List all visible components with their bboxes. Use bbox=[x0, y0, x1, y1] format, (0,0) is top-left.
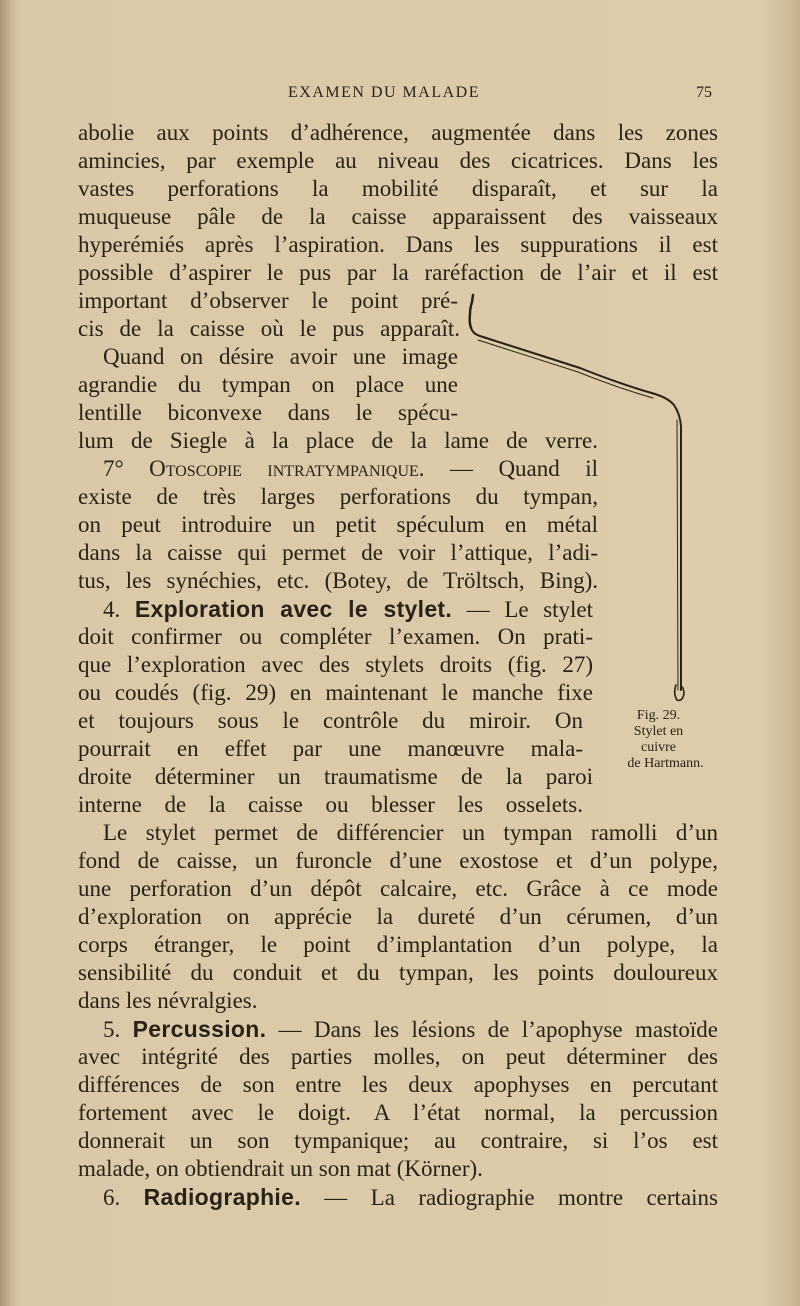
text-line: fond de caisse, un furoncle d’une exostose et d’un polype, bbox=[78, 848, 718, 873]
text-line: dans les névralgies. bbox=[78, 988, 258, 1013]
text-line: une perforation d’un dépôt calcaire, etc. Grâce à ce mode bbox=[78, 876, 718, 901]
text-line: pourrait en effet par une manœuvre mala- bbox=[78, 736, 583, 761]
section-number: 4. bbox=[103, 597, 121, 622]
figure-number: Fig. 29. bbox=[636, 708, 681, 723]
text-line: d’exploration on apprécie la dureté d’un cérumen, d’un bbox=[78, 904, 718, 929]
text-line: droite déterminer un traumatisme de la paroi bbox=[78, 764, 593, 789]
figure-credit: de Hartmann. bbox=[627, 756, 704, 771]
figure-caption-text: cuivre bbox=[641, 740, 676, 755]
text-run: — Quand il bbox=[450, 456, 598, 481]
text-line: possible d’aspirer le pus par la raréfaction de l’air et il est bbox=[78, 260, 718, 285]
figure-caption-text: Stylet en bbox=[633, 724, 684, 739]
text-line: interne de la caisse ou blesser les osselets. bbox=[78, 792, 583, 817]
page-number: 75 bbox=[696, 84, 712, 101]
section-title: Percussion. bbox=[132, 1016, 267, 1042]
text-line: différences de son entre les deux apophyses en percutant bbox=[78, 1072, 718, 1097]
text-line: sensibilité du conduit et du tympan, les points douloureux bbox=[78, 960, 718, 985]
text-run: — Dans les lésions de l’apophyse mastoïde bbox=[278, 1017, 719, 1042]
text-line: fortement avec le doigt. A l’état normal, la percussion bbox=[78, 1100, 718, 1125]
text-line: lentille biconvexe dans le spécu- bbox=[78, 400, 458, 425]
text-line: amincies, par exemple au niveau des cicatrices. Dans les bbox=[78, 148, 718, 173]
figure-caption bbox=[596, 708, 721, 772]
text-line: ou coudés (fig. 29) en maintenant le manche fixe bbox=[78, 680, 593, 705]
text-line: muqueuse pâle de la caisse apparaissent des vaisseaux bbox=[78, 204, 718, 229]
text-line: hyperémiés après l’aspiration. Dans les suppurations il est bbox=[78, 232, 718, 257]
section-title: Radiographie. bbox=[143, 1184, 301, 1210]
page-header bbox=[78, 84, 718, 108]
text-line: agrandie du tympan on place une bbox=[78, 372, 458, 397]
section-heading-line bbox=[103, 1182, 718, 1212]
text-line: cis de la caisse où le pus apparaît. bbox=[78, 316, 460, 341]
text-line: doit confirmer ou compléter l’examen. On prati- bbox=[78, 624, 593, 649]
text-line: avec intégrité des parties molles, on peut déterminer des bbox=[78, 1044, 718, 1069]
text-run: — La radiographie montre certains bbox=[324, 1185, 718, 1210]
section-title: Exploration avec le stylet. bbox=[134, 596, 453, 622]
text-line: Le stylet permet de différencier un tympan ramolli d’un bbox=[103, 820, 718, 845]
text-line: donnerait un son tympanique; au contraire, si l’os est bbox=[78, 1128, 718, 1153]
section-number: 6. bbox=[103, 1185, 121, 1210]
stylet-instrument-illustration bbox=[460, 290, 730, 720]
text-line: lum de Siegle à la place de la lame de verre. bbox=[78, 428, 598, 453]
text-line: vastes perforations la mobilité disparaît, et sur la bbox=[78, 176, 718, 201]
text-line: malade, on obtiendrait un son mat (Körner). bbox=[78, 1156, 483, 1181]
text-run: — Le stylet bbox=[466, 597, 594, 622]
section-number: 7° bbox=[103, 456, 124, 481]
text-line: corps étranger, le point d’implantation d’un polype, la bbox=[78, 932, 718, 957]
text-line: tus, les synéchies, etc. (Botey, de Tröltsch, Bing). bbox=[78, 568, 598, 593]
section-heading-line bbox=[103, 1014, 718, 1044]
text-line: et toujours sous le contrôle du miroir. On bbox=[78, 708, 583, 733]
running-title: EXAMEN DU MALADE bbox=[288, 84, 480, 101]
text-line: abolie aux points d’adhérence, augmentée dans les zones bbox=[78, 120, 718, 145]
text-line: dans la caisse qui permet de voir l’attique, l’adi- bbox=[78, 540, 598, 565]
text-line: existe de très larges perforations du tympan, bbox=[78, 484, 598, 509]
section-number: 5. bbox=[103, 1017, 121, 1042]
text-line: on peut introduire un petit spéculum en métal bbox=[78, 512, 598, 537]
section-title: Otoscopie intratympanique. bbox=[149, 456, 425, 481]
text-line: important d’observer le point pré- bbox=[78, 288, 458, 313]
text-line: que l’exploration avec des stylets droits (fig. 27) bbox=[78, 652, 593, 677]
text-line: Quand on désire avoir une image bbox=[103, 344, 458, 369]
